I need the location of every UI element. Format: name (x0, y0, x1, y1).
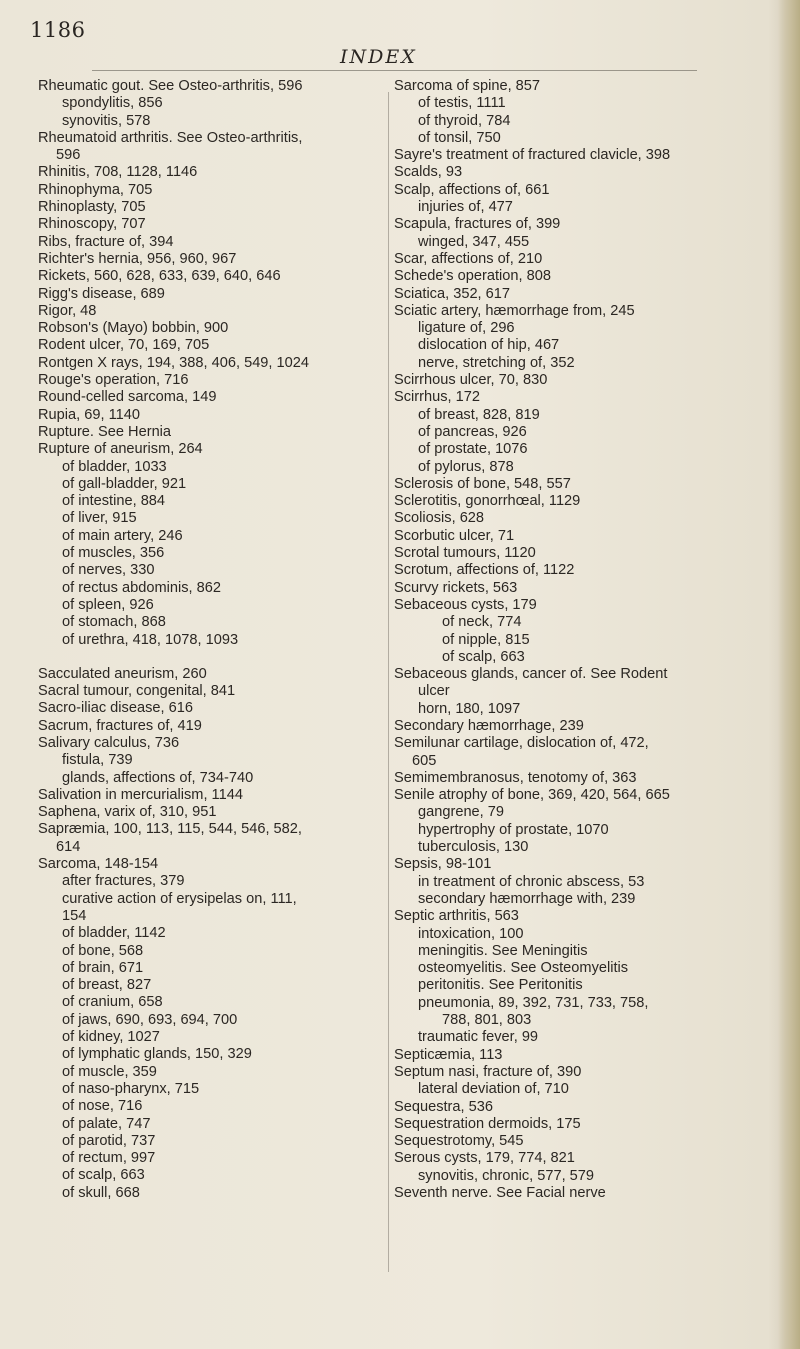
index-subentry: of brain, 671 (62, 959, 144, 976)
index-entry: Scrotum, affections of, 1122 (394, 562, 575, 579)
index-subentry: meningitis. See Meningitis (418, 942, 588, 959)
index-entry: Sequestra, 536 (394, 1098, 493, 1115)
index-subentry: horn, 180, 1097 (418, 700, 521, 717)
index-entry: Seventh nerve. See Facial nerve (394, 1185, 606, 1201)
index-subentry: tuberculosis, 130 (418, 839, 529, 856)
index-entry: Secondary hæmorrhage, 239 (394, 717, 584, 734)
index-subentry: of cranium, 658 (62, 994, 163, 1011)
index-entry: Sacro-iliac disease, 616 (38, 700, 193, 717)
index-subentry: of skull, 668 (62, 1184, 140, 1201)
index-entry: Robson's (Mayo) bobbin, 900 (38, 320, 229, 337)
index-entry: Rontgen X rays, 194, 388, 406, 549, 1024 (38, 354, 309, 371)
index-subentry: of main artery, 246 (62, 527, 183, 544)
index-entry: Sacral tumour, congenital, 841 (38, 683, 236, 700)
index-subentry: 605 (412, 752, 437, 769)
index-entry: Rickets, 560, 628, 633, 639, 640, 646 (38, 268, 281, 285)
index-subentry: synovitis, chronic, 577, 579 (418, 1167, 595, 1184)
index-entry: Salivation in mercurialism, 1144 (38, 786, 243, 803)
index-entry: Scurvy rickets, 563 (394, 579, 518, 596)
index-subentry: of gall-bladder, 921 (62, 475, 187, 492)
index-subentry: intoxication, 100 (418, 925, 524, 942)
index-subentry: dislocation of hip, 467 (418, 337, 560, 354)
index-subentry: of testis, 1111 (418, 95, 506, 112)
index-entry: Scalp, affections of, 661 (394, 181, 550, 198)
index-subentry: of tonsil, 750 (418, 129, 501, 146)
index-subentry: in treatment of chronic abscess, 53 (418, 873, 645, 890)
section-gap (38, 649, 383, 666)
index-entry: Sarcoma, 148-154 (38, 856, 159, 873)
index-entry: Sclerosis of bone, 548, 557 (394, 475, 571, 492)
index-subentry: synovitis, 578 (62, 112, 151, 129)
index-subentry: of pylorus, 878 (418, 458, 514, 475)
index-entry: Scrotal tumours, 1120 (394, 545, 536, 562)
index-subentry: winged, 347, 455 (418, 233, 530, 250)
index-entry: Rigor, 48 (38, 302, 97, 319)
index-subentry: of prostate, 1076 (418, 441, 528, 458)
index-subentry: 788, 801, 803 (442, 1012, 532, 1029)
index-entry: Sciatic artery, hæmorrhage from, 245 (394, 302, 635, 319)
index-entry: Scar, affections of, 210 (394, 250, 543, 267)
index-entry: Scalds, 93 (394, 164, 463, 181)
index-entry: Sequestration dermoids, 175 (394, 1115, 581, 1132)
index-entry: Scorbutic ulcer, 71 (394, 527, 515, 544)
index-entry: Sacculated aneurism, 260 (38, 665, 207, 682)
index-subentry: lateral deviation of, 710 (418, 1081, 569, 1098)
index-subentry: pneumonia, 89, 392, 731, 733, 758, (418, 994, 649, 1011)
index-entry: Scapula, fractures of, 399 (394, 216, 561, 233)
index-subentry: of palate, 747 (62, 1115, 151, 1132)
index-subentry: of scalp, 663 (442, 648, 525, 665)
index-subentry: nerve, stretching of, 352 (418, 354, 575, 371)
index-subentry: of nipple, 815 (442, 631, 530, 648)
index-entry: Semilunar cartilage, dislocation of, 472, (394, 735, 649, 752)
index-entry: Rheumatoid arthritis. See Osteo-arthritis, (38, 129, 303, 146)
index-entry: Sclerotitis, gonorrhœal, 1129 (394, 493, 581, 510)
page-edge-shadow (778, 0, 800, 1349)
index-subentry: of breast, 828, 819 (418, 406, 540, 423)
index-entry: Salivary calculus, 736 (38, 734, 180, 751)
index-subentry: of thyroid, 784 (418, 112, 511, 129)
running-head: INDEX (340, 46, 417, 68)
index-entry: Rupia, 69, 1140 (38, 406, 140, 423)
index-subentry: of parotid, 737 (62, 1132, 156, 1149)
index-entry: Rigg's disease, 689 (38, 285, 165, 302)
index-entry: Serous cysts, 179, 774, 821 (394, 1150, 575, 1167)
index-subentry: gangrene, 79 (418, 804, 505, 821)
index-subentry: injuries of, 477 (418, 199, 513, 216)
index-subentry: of rectus abdominis, 862 (62, 579, 221, 596)
index-entry: Rhinoscopy, 707 (38, 216, 146, 233)
index-column-left (38, 78, 383, 1202)
index-subentry: of spleen, 926 (62, 596, 154, 613)
index-entry: Rupture of aneurism, 264 (38, 441, 203, 458)
index-entry: Schede's operation, 808 (394, 268, 551, 285)
index-subentry: hypertrophy of prostate, 1070 (418, 821, 609, 838)
index-subentry: after fractures, 379 (62, 873, 185, 890)
index-entry: Ribs, fracture of, 394 (38, 233, 174, 250)
index-subentry: of breast, 827 (62, 977, 152, 994)
index-entry: Sciatica, 352, 617 (394, 285, 511, 302)
index-subentry: of rectum, 997 (62, 1150, 156, 1167)
index-entry: Semimembranosus, tenotomy of, 363 (394, 769, 637, 786)
index-entry: Rouge's operation, 716 (38, 372, 189, 389)
index-subentry: curative action of erysipelas on, 111, (62, 890, 297, 907)
index-column-right (394, 78, 779, 1202)
index-subentry: glands, affections of, 734-740 (62, 769, 254, 786)
index-subentry: ulcer (418, 683, 450, 700)
index-entry: Saphena, varix of, 310, 951 (38, 804, 217, 821)
index-subentry: fistula, 739 (62, 752, 133, 769)
index-subentry: of bladder, 1142 (62, 925, 166, 942)
index-subentry: of muscle, 359 (62, 1063, 157, 1080)
index-subentry: peritonitis. See Peritonitis (418, 977, 583, 994)
index-subentry: 614 (56, 838, 81, 855)
index-entry: Senile atrophy of bone, 369, 420, 564, 665 (394, 787, 670, 804)
index-subentry: of scalp, 663 (62, 1167, 145, 1184)
index-entry: Septic arthritis, 563 (394, 908, 519, 925)
index-entry: Sepsis, 98-101 (394, 856, 492, 873)
index-subentry: of stomach, 868 (62, 614, 166, 631)
column-divider (388, 92, 389, 1272)
index-subentry: of intestine, 884 (62, 493, 166, 510)
index-entry: Sayre's treatment of fractured clavicle, 398 (394, 147, 671, 164)
index-entry: Scirrhous ulcer, 70, 830 (394, 372, 548, 389)
index-subentry: osteomyelitis. See Osteomyelitis (418, 960, 629, 977)
index-entry: Sequestrotomy, 545 (394, 1133, 524, 1150)
index-entry: Septum nasi, fracture of, 390 (394, 1063, 582, 1080)
index-subentry: of muscles, 356 (62, 545, 165, 562)
index-entry: Sebaceous cysts, 179 (394, 596, 537, 613)
index-subentry: 154 (62, 907, 87, 924)
index-entry: Sebaceous glands, cancer of. See Rodent (394, 666, 668, 683)
index-entry: Rupture. See Hernia (38, 423, 172, 440)
index-subentry: of lymphatic glands, 150, 329 (62, 1046, 252, 1063)
index-subentry: spondylitis, 856 (62, 95, 163, 112)
index-subentry: of pancreas, 926 (418, 423, 527, 440)
index-subentry: of nose, 716 (62, 1098, 143, 1115)
index-subentry: of jaws, 690, 693, 694, 700 (62, 1011, 238, 1028)
index-entry: Scoliosis, 628 (394, 510, 485, 527)
index-entry: Rhinophyma, 705 (38, 181, 153, 198)
index-entry: Scirrhus, 172 (394, 389, 480, 406)
index-entry: Rodent ulcer, 70, 169, 705 (38, 337, 210, 354)
index-subentry: of kidney, 1027 (62, 1029, 160, 1046)
index-subentry: secondary hæmorrhage with, 239 (418, 890, 636, 907)
index-subentry: 596 (56, 147, 81, 164)
page-number: 1186 (30, 18, 86, 42)
index-entry: Rhinitis, 708, 1128, 1146 (38, 164, 198, 181)
index-subentry: of bone, 568 (62, 942, 144, 959)
index-entry: Sapræmia, 100, 113, 115, 544, 546, 582, (38, 821, 302, 838)
header-rule (92, 70, 697, 71)
index-subentry: of bladder, 1033 (62, 458, 167, 475)
index-entry: Sarcoma of spine, 857 (394, 78, 541, 94)
index-entry: Round-celled sarcoma, 149 (38, 389, 217, 406)
index-entry: Richter's hernia, 956, 960, 967 (38, 250, 237, 267)
index-entry: Rhinoplasty, 705 (38, 199, 146, 216)
index-subentry: traumatic fever, 99 (418, 1029, 539, 1046)
index-subentry: of neck, 774 (442, 614, 522, 631)
index-entry: Septicæmia, 113 (394, 1046, 503, 1063)
index-subentry: ligature of, 296 (418, 320, 515, 337)
index-subentry: of naso-pharynx, 715 (62, 1080, 200, 1097)
index-subentry: of urethra, 418, 1078, 1093 (62, 631, 239, 648)
index-entry: Sacrum, fractures of, 419 (38, 717, 202, 734)
index-subentry: of liver, 915 (62, 510, 137, 527)
index-entry: Rheumatic gout. See Osteo-arthritis, 596 (38, 78, 303, 94)
index-subentry: of nerves, 330 (62, 562, 155, 579)
